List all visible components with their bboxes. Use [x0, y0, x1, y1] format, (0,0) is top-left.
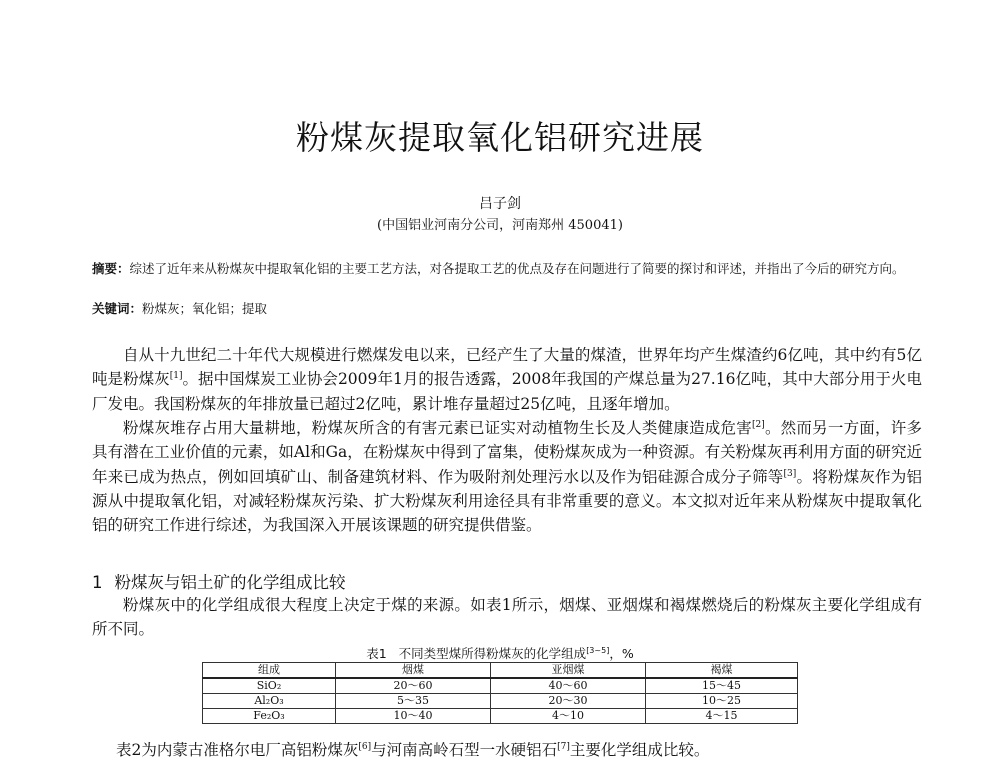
table-cell: 4～10 [491, 709, 646, 724]
citation-ref: [6] [358, 742, 372, 752]
table-number: 表1 [366, 646, 387, 661]
section-number: 1 [92, 573, 103, 592]
citation-ref: [7] [557, 742, 570, 752]
intro-paragraph-2 [92, 416, 922, 537]
table-header-cell: 亚烟煤 [491, 663, 646, 679]
table-cell: 5～35 [336, 694, 491, 709]
author-affiliation: (中国铝业河南分公司，河南郑州 450041) [377, 218, 623, 233]
citation-ref: [2] [751, 419, 765, 430]
citation-ref: [1] [169, 371, 183, 382]
paragraph-text: 主要化学组成比较。 [569, 741, 710, 760]
section1-paragraph [92, 593, 922, 642]
table-cell: SiO₂ [203, 678, 336, 694]
table-caption-unit: ，% [609, 646, 634, 661]
table-cell: Fe₂O₃ [203, 709, 336, 724]
table-header-row [203, 663, 798, 679]
table-header-cell: 组成 [203, 663, 336, 679]
abstract-label: 摘要： [92, 261, 130, 276]
table-row [203, 694, 798, 709]
table-cell: 4～15 [646, 709, 798, 724]
table-cell: 15～45 [646, 678, 798, 694]
paper-title: 粉煤灰提取氧化铝研究进展 [296, 118, 704, 157]
table-cell: 10～25 [646, 694, 798, 709]
intro-paragraph-1 [92, 343, 922, 416]
table-caption [0, 644, 1000, 662]
section-title: 粉煤灰与铝土矿的化学组成比较 [114, 573, 346, 592]
paragraph-text: 表2为内蒙古准格尔电厂高铝粉煤灰 [116, 741, 359, 760]
paragraph-text: 自从十九世纪二十年代大规模进行燃煤发电以来，已经产生了大量的煤渣，世界年均产生煤渣约6亿吨，其中约有5亿吨是粉煤灰 [92, 346, 922, 389]
paragraph-text: 粉煤灰堆存占用大量耕地，粉煤灰所含的有害元素已证实对动植物生长及人类健康造成危害 [123, 419, 752, 437]
closing-sentence [116, 736, 922, 761]
section-heading-1 [92, 569, 346, 593]
table-header-cell: 褐煤 [646, 663, 798, 679]
keywords-text: 粉煤灰；氧化铝；提取 [142, 301, 268, 316]
table-caption-text: 不同类型煤所得粉煤灰的化学组成 [398, 646, 587, 661]
table-cell: 20～60 [336, 678, 491, 694]
table-cell: 40～60 [491, 678, 646, 694]
table-cell: 20～30 [491, 694, 646, 709]
author-name: 吕子剑 [479, 196, 521, 212]
paragraph-text: 与河南高岭石型一水硬铝石 [371, 741, 558, 760]
paragraph-text: 粉煤灰中的化学组成很大程度上决定于煤的来源。如表1所示，烟煤、亚烟煤和褐煤燃烧后的粉煤灰主要化学组成有所不同。 [92, 596, 922, 639]
keywords [92, 300, 922, 318]
abstract [92, 258, 922, 279]
table-row [203, 709, 798, 724]
keywords-label: 关键词： [92, 301, 143, 316]
abstract-text: 综述了近年来从粉煤灰中提取氧化铝的主要工艺方法，对各提取工艺的优点及存在问题进行了简要的探讨和评述，并指出了今后的研究方向。 [129, 261, 905, 276]
citation-ref: [3] [783, 468, 797, 479]
composition-table [202, 662, 798, 724]
table-cell: Al₂O₃ [203, 694, 336, 709]
table-header-cell: 烟煤 [336, 663, 491, 679]
table-row [203, 678, 798, 694]
table-cell: 10～40 [336, 709, 491, 724]
paragraph-text: 。据中国煤炭工业协会2009年1月的报告透露，2008年我国的产煤总量为27.16亿吨，其中大部分用于火电厂发电。我国粉煤灰的年排放量已超过2亿吨，累计堆存量超过25亿吨，且逐年增加。 [92, 370, 922, 413]
paragraph-text: 。将粉煤灰作为铝源从中提取氧化铝，对减轻粉煤灰污染、扩大粉煤灰利用途径具有非常重要的意义。本文拟对近年来从粉煤灰中提取氧化铝的研究工作进行综述，为我国深入开展该课题的研究提供借鉴。 [92, 467, 922, 535]
citation-ref: [3~5] [586, 645, 610, 655]
paragraph-text: 。然而另一方面，许多具有潜在工业价值的元素，如Al和Ga，在粉煤灰中得到了富集，使粉煤灰成为一种资源。有关粉煤灰再利用方面的研究近年来已成为热点，例如回填矿山、制备建筑材料、作为吸附剂处理污水以及作为铝硅源合成分子筛等 [92, 419, 922, 486]
